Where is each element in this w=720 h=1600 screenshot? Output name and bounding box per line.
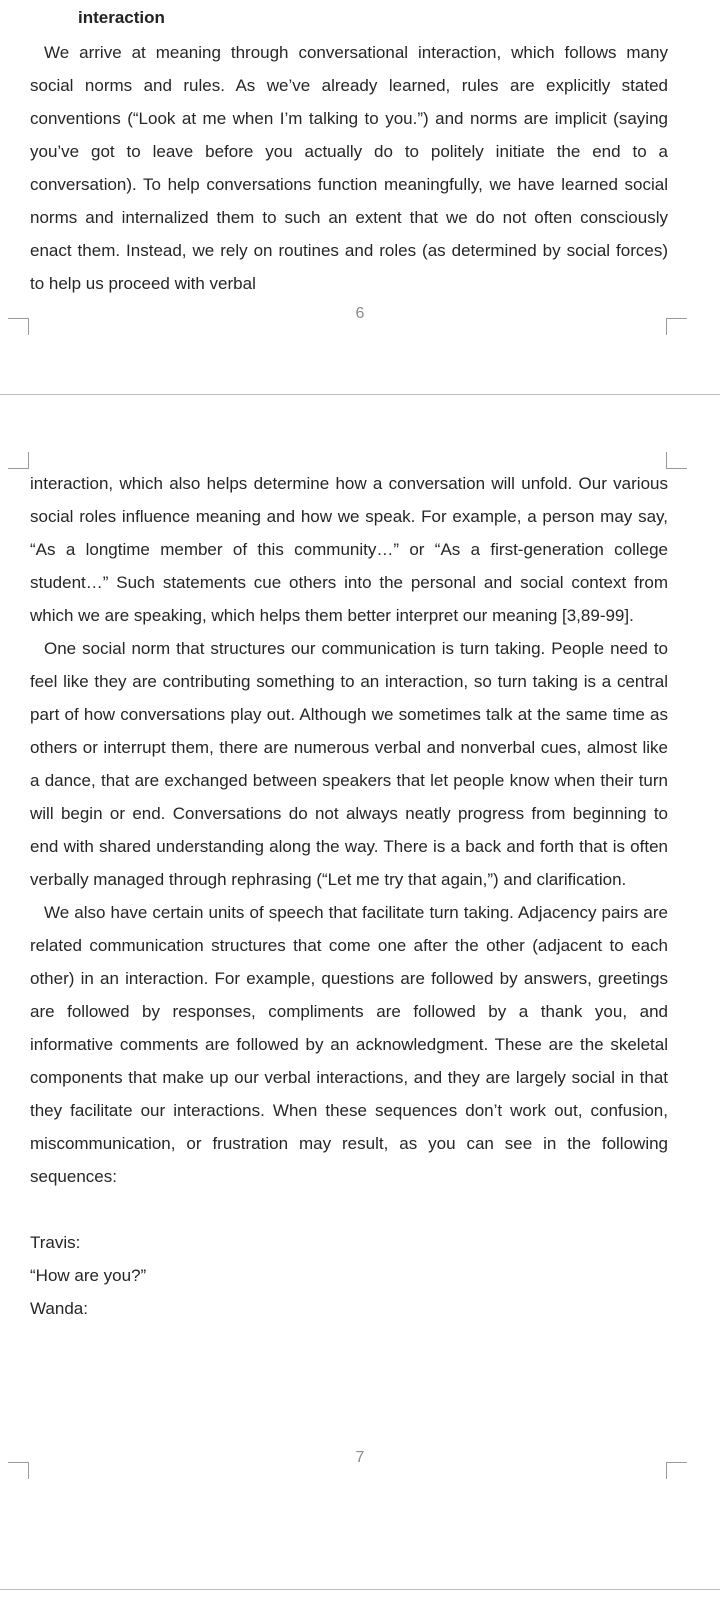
- page-number: 6: [355, 305, 365, 322]
- page-divider: [0, 394, 720, 395]
- page-divider: [0, 1589, 720, 1590]
- crop-mark-icon: [666, 452, 687, 469]
- crop-mark-icon: [8, 1462, 29, 1479]
- paragraph: interaction, which also helps determine how a conversation will unfold. Our various social roles influence meaning and how we speak. For example, a person may say, “As a longtime member of this community…” or “As a first-generation college student…” Such statements cue others into the personal and social context from which we are speaking, which helps them better interpret our meaning [3,89-99].: [30, 474, 668, 625]
- dialogue-speaker: Wanda:: [30, 1299, 88, 1318]
- dialogue-line: “How are you?”: [30, 1266, 147, 1285]
- crop-mark-icon: [8, 452, 29, 469]
- page-7-text: [30, 467, 668, 1325]
- paragraph: We arrive at meaning through conversational interaction, which follows many social norms and rules. As we’ve already learned, rules are explicitly stated conventions (“Look at me when I’m talking to you.”) and norms are implicit (saying you’ve got to leave before you actually do to politely initiate the end to a conversation). To help conversations function meaningfully, we have learned social norms and internalized them to such an extent that we do not often consciously enact them. Instead, we rely on routines and roles (as determined by social forces) to help us proceed with verbal: [30, 43, 668, 293]
- dialogue-speaker: Travis:: [30, 1233, 81, 1252]
- page-number: 7: [355, 1449, 365, 1466]
- paragraph: We also have certain units of speech that facilitate turn taking. Adjacency pairs are related communication structures that come one after the other (adjacent to each other) in an interaction. For example, questions are followed by answers, greetings are followed by responses, compliments are followed by a thank you, and informative comments are followed by an acknowledgment. These are the skeletal components that make up our verbal interactions, and they are largely social in that they facilitate our interactions. When these sequences don’t work out, confusion, miscommunication, or frustration may result, as you can see in the following sequences:: [30, 903, 668, 1186]
- page-7-section: [0, 404, 720, 1589]
- spacer: [30, 1193, 668, 1226]
- paragraph: One social norm that structures our communication is turn taking. People need to feel like they are contributing something to an interaction, so turn taking is a central part of how conversations play out. Although we sometimes talk at the same time as others or interrupt them, there are numerous verbal and nonverbal cues, almost like a dance, that are exchanged between speakers that let people know when their turn will begin or end. Conversations do not always neatly progress from beginning to end with shared understanding along the way. There is a back and forth that is often verbally managed through rephrasing (“Let me try that again,”) and clarification.: [30, 639, 668, 889]
- page-6-section: [0, 0, 720, 403]
- page-6-text: [30, 36, 668, 300]
- crop-mark-icon: [666, 1462, 687, 1479]
- crop-mark-icon: [666, 318, 687, 335]
- crop-mark-icon: [8, 318, 29, 335]
- section-heading-fragment: interaction: [78, 8, 165, 27]
